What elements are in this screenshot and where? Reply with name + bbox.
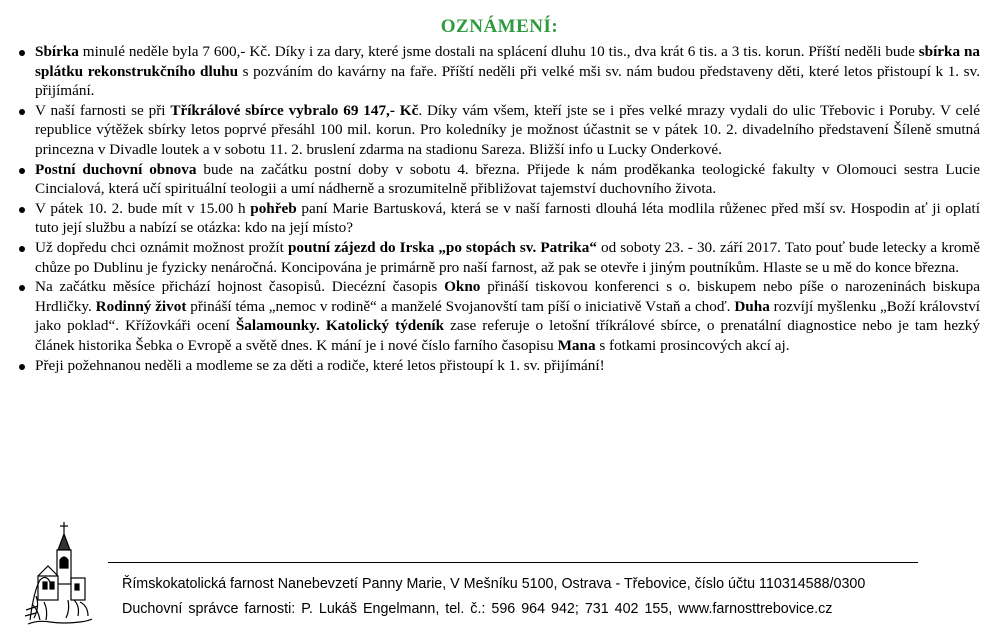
text-run: minulé neděle byla 7 600,- Kč. Díky i za dary, které jsme dostali na splácení dluhu 10 tis., dva krát 6 tis. a 3 tis. korun. Příští neděli bude [78,43,919,60]
bold-text: pohřeb [250,199,297,217]
parish-contact: Duchovní správce farnosti: P. Lukáš Engelmann, tel. č.: 596 964 942; 731 402 155, www.farnosttrebovice.cz [122,601,833,617]
announcement-item [14,356,980,376]
parish-address: Římskokatolická farnost Nanebevzetí Panny Marie, V Mešníku 5100, Ostrava - Třebovice, číslo účtu 110314588/0300 [122,576,866,592]
bold-text: Mana [557,336,596,354]
announcement-item [14,160,980,199]
bold-text: Rodinný život [95,297,187,315]
bold-text: sbírka na splátku rekonstrukčního dluhu [35,43,980,80]
page-title: OZNÁMENÍ: [440,16,559,37]
announcement-item [14,238,980,277]
announcement-item [14,199,980,238]
bold-text: poutní zájezd do Irska „po stopách sv. Patrika“ [287,238,597,256]
bold-text: Okno [444,278,481,296]
text-run: Už dopředu chci oznámit možnost prožít [35,238,288,256]
text-run: s fotkami prosincových akcí aj. [595,336,790,354]
announcements-list [14,42,980,375]
text-run: rozvíjí myšlenku „Boží království jako poklad“. Křížovkáři ocení [35,297,981,335]
text-run: V pátek 10. 2. bude mít v 15.00 h [35,199,251,217]
text-run: V naší farnosti se při [35,101,171,119]
text-run: bude na začátku postní doby v sobotu 4. března. Přijede k nám proděkanka teologické fakulty v Olomouci sestra Lucie Cincialová, která učí spirituální teologii a umí nádherně a srozumitelně přibližovat tajemství duchovního života. [35,160,980,198]
bold-text: Šalamounky. Katolický týdeník [235,317,445,335]
bold-text: Sbírka [35,43,79,60]
announcement-item [14,277,980,355]
announcement-item [14,42,980,101]
text-run: od soboty 23. - 30. září 2017. Tato pouť bude letecky a kromě chůze po Dublinu je fyzicky nenáročná. Koncipována je primárně pro naší farnost, až pak se otevře i jiným poutníkům. Hlaste se u mě do konce března. [35,238,980,276]
bold-text: Duha [734,297,770,315]
text-run: přináší téma „nemoc v rodině“ a manželé Svojanovští tam píší o iniciativě Vstaň a choď. [186,297,735,315]
text-run: přináší tiskovou konferenci s o. biskupem nebo píše o narozeninách biskupa Hrdličky. [35,278,980,315]
text-run: Na začátku měsíce přichází hojnost časopisů. Diecézní časopis [35,278,445,296]
text-run: Přeji požehnanou neděli a modleme se za děti a rodiče, které letos přistoupí k 1. sv. přijímání! [35,356,605,374]
text-run: s pozváním do kavárny na faře. Příští neděli při velké mši sv. nám budou představeny děti, které letos přistoupí k 1. sv. přijímání. [35,62,980,100]
church-tower-icon [24,520,94,626]
text-run: zase referuje o letošní tříkrálové sbírce, o prenatální diagnostice nebo je tam hezký článek historika Šebka o Evropě a světě dnes. K mání je i nové číslo farního časopisu [35,317,980,354]
bold-text: Tříkrálové sbírce vybralo 69 147,- Kč [170,101,419,119]
text-run: . Díky vám všem, kteří jste se i přes velké mrazy vydali do ulic Třebovic i Poruby. V celé republice výtěžek sbírky letos poprvé přesáhl 100 mil. korun. Pro koledníky je možnost účastnit se v pátek 10. 2. divadelního představení Šíleně smutná princezna v Divadle loutek a v sobotu 11. 2. bruslení zdarma na stadionu Sareza. Bližší info u Lucky Onderkové. [35,101,980,158]
text-run: paní Marie Bartusková, která se v naší farnosti dlouhá léta modlila růženec před mší sv. Hospodin ať ji oplatí tuto její službu a nabízí se otázka: kdo na její místo? [35,199,980,237]
bold-text: Postní duchovní obnova [35,160,197,178]
footer-divider [108,562,918,563]
announcement-item [14,101,980,160]
